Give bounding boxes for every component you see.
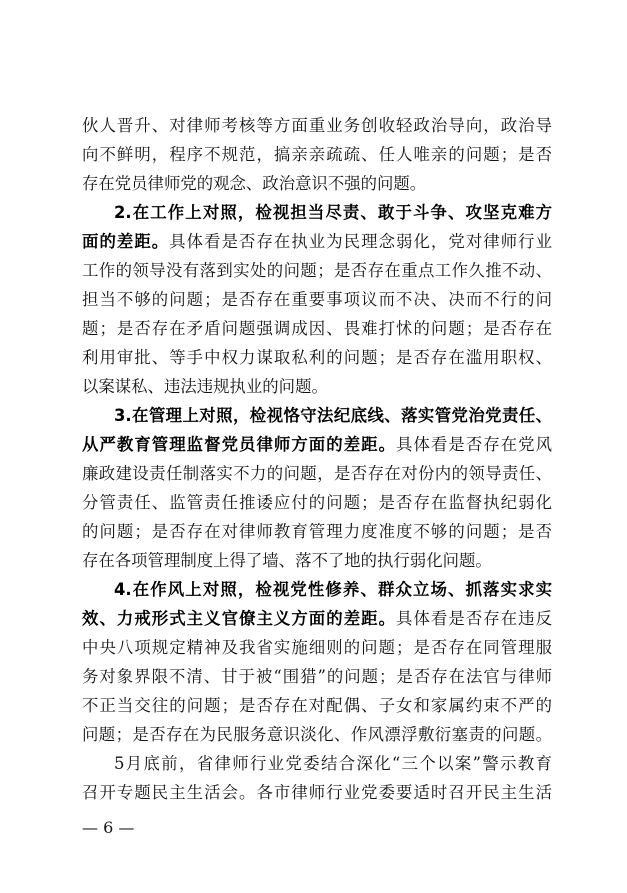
line-text: 中央八项规定精神及我省实施细则的问题；是否存在同管理服 — [82, 638, 552, 657]
line-text: 伙人晋升、对律师考核等方面重业务创收轻政治导向，政治导 — [82, 116, 552, 135]
body-line — [82, 781, 552, 805]
line-text: 工作的领导没有落到实处的问题；是否存在重点工作久推不动、 — [82, 261, 552, 280]
line-text: 具体看是否存在执业为民理念弱化，党对律师行业 — [169, 232, 552, 251]
line-text: 廉政建设责任制落实不力的问题，是否存在对份内的领导责任、 — [82, 464, 552, 483]
line-text: 以案谋私、违法违规执业的问题。 — [82, 377, 328, 396]
line-text: 题；是否存在矛盾问题强调成因、畏难打怵的问题；是否存在 — [82, 319, 552, 338]
line-text: 5月底前，省律师行业党委结合深化“三个以案”警示教育 — [114, 754, 552, 773]
line-text: 具体看是否存在党风 — [396, 435, 552, 454]
body-line — [82, 143, 552, 167]
body-line — [82, 694, 552, 718]
section-heading: 3.在管理上对照，检视恪守法纪底线、落实管党治党责任、 — [114, 406, 552, 425]
body-line — [82, 172, 552, 196]
line-text: 分管责任、监管责任推诿应付的问题；是否存在监督执纪弱化 — [82, 493, 552, 512]
line-text: 存在各项管理制度上得了墙、落不了地的执行弱化问题。 — [82, 551, 492, 570]
section-heading: 从严教育管理监督党员律师方面的差距。 — [82, 435, 397, 454]
section-heading-line — [114, 404, 552, 428]
line-text: 担当不够的问题；是否存在重要事项议而不决、决而不行的问 — [82, 290, 552, 309]
section-heading: 效、力戒形式主义官僚主义方面的差距。 — [82, 609, 397, 628]
body-line — [82, 433, 552, 457]
body-line — [82, 723, 552, 747]
body-line — [82, 317, 552, 341]
section-heading-line — [114, 578, 552, 602]
section-heading: 2.在工作上对照，检视担当尽责、敢于斗争、攻坚克难方 — [114, 203, 552, 222]
line-text: 务对象界限不清、甘于被“围猎”的问题；是否存在法官与律师 — [82, 667, 552, 686]
body-line — [82, 636, 552, 660]
line-text: 不正当交往的问题；是否存在对配偶、子女和家属约束不严的 — [82, 696, 552, 715]
body-line — [82, 375, 552, 399]
body-line — [82, 230, 552, 254]
line-text: 问题；是否存在为民服务意识淡化、作风漂浮敷衍塞责的问题。 — [82, 725, 552, 744]
line-text: 利用审批、等手中权力谋取私利的问题；是否存在滥用职权、 — [82, 348, 552, 367]
body-line — [82, 491, 552, 515]
body-line — [82, 607, 552, 631]
page-number: — 6 — — [82, 818, 135, 837]
section-heading: 面的差距。 — [82, 232, 170, 251]
body-line — [114, 752, 552, 776]
body-line — [82, 549, 552, 573]
line-text: 向不鲜明，程序不规范，搞亲亲疏疏、任人唯亲的问题；是否 — [82, 145, 552, 164]
body-line — [82, 665, 552, 689]
body-line — [82, 520, 552, 544]
body-line — [82, 114, 552, 138]
section-heading-line — [114, 201, 552, 225]
body-line — [82, 346, 552, 370]
line-text: 的问题；是否存在对律师教育管理力度准度不够的问题；是否 — [82, 522, 552, 541]
line-text: 存在党员律师党的观念、政治意识不强的问题。 — [82, 174, 427, 193]
body-line — [82, 462, 552, 486]
line-text: 召开专题民主生活会。各市律师行业党委要适时召开民主生活 — [82, 783, 552, 802]
line-text: 具体看是否存在违反 — [396, 609, 552, 628]
section-heading: 4.在作风上对照，检视党性修养、群众立场、抓落实求实 — [114, 580, 552, 599]
body-line — [82, 259, 552, 283]
body-line — [82, 288, 552, 312]
